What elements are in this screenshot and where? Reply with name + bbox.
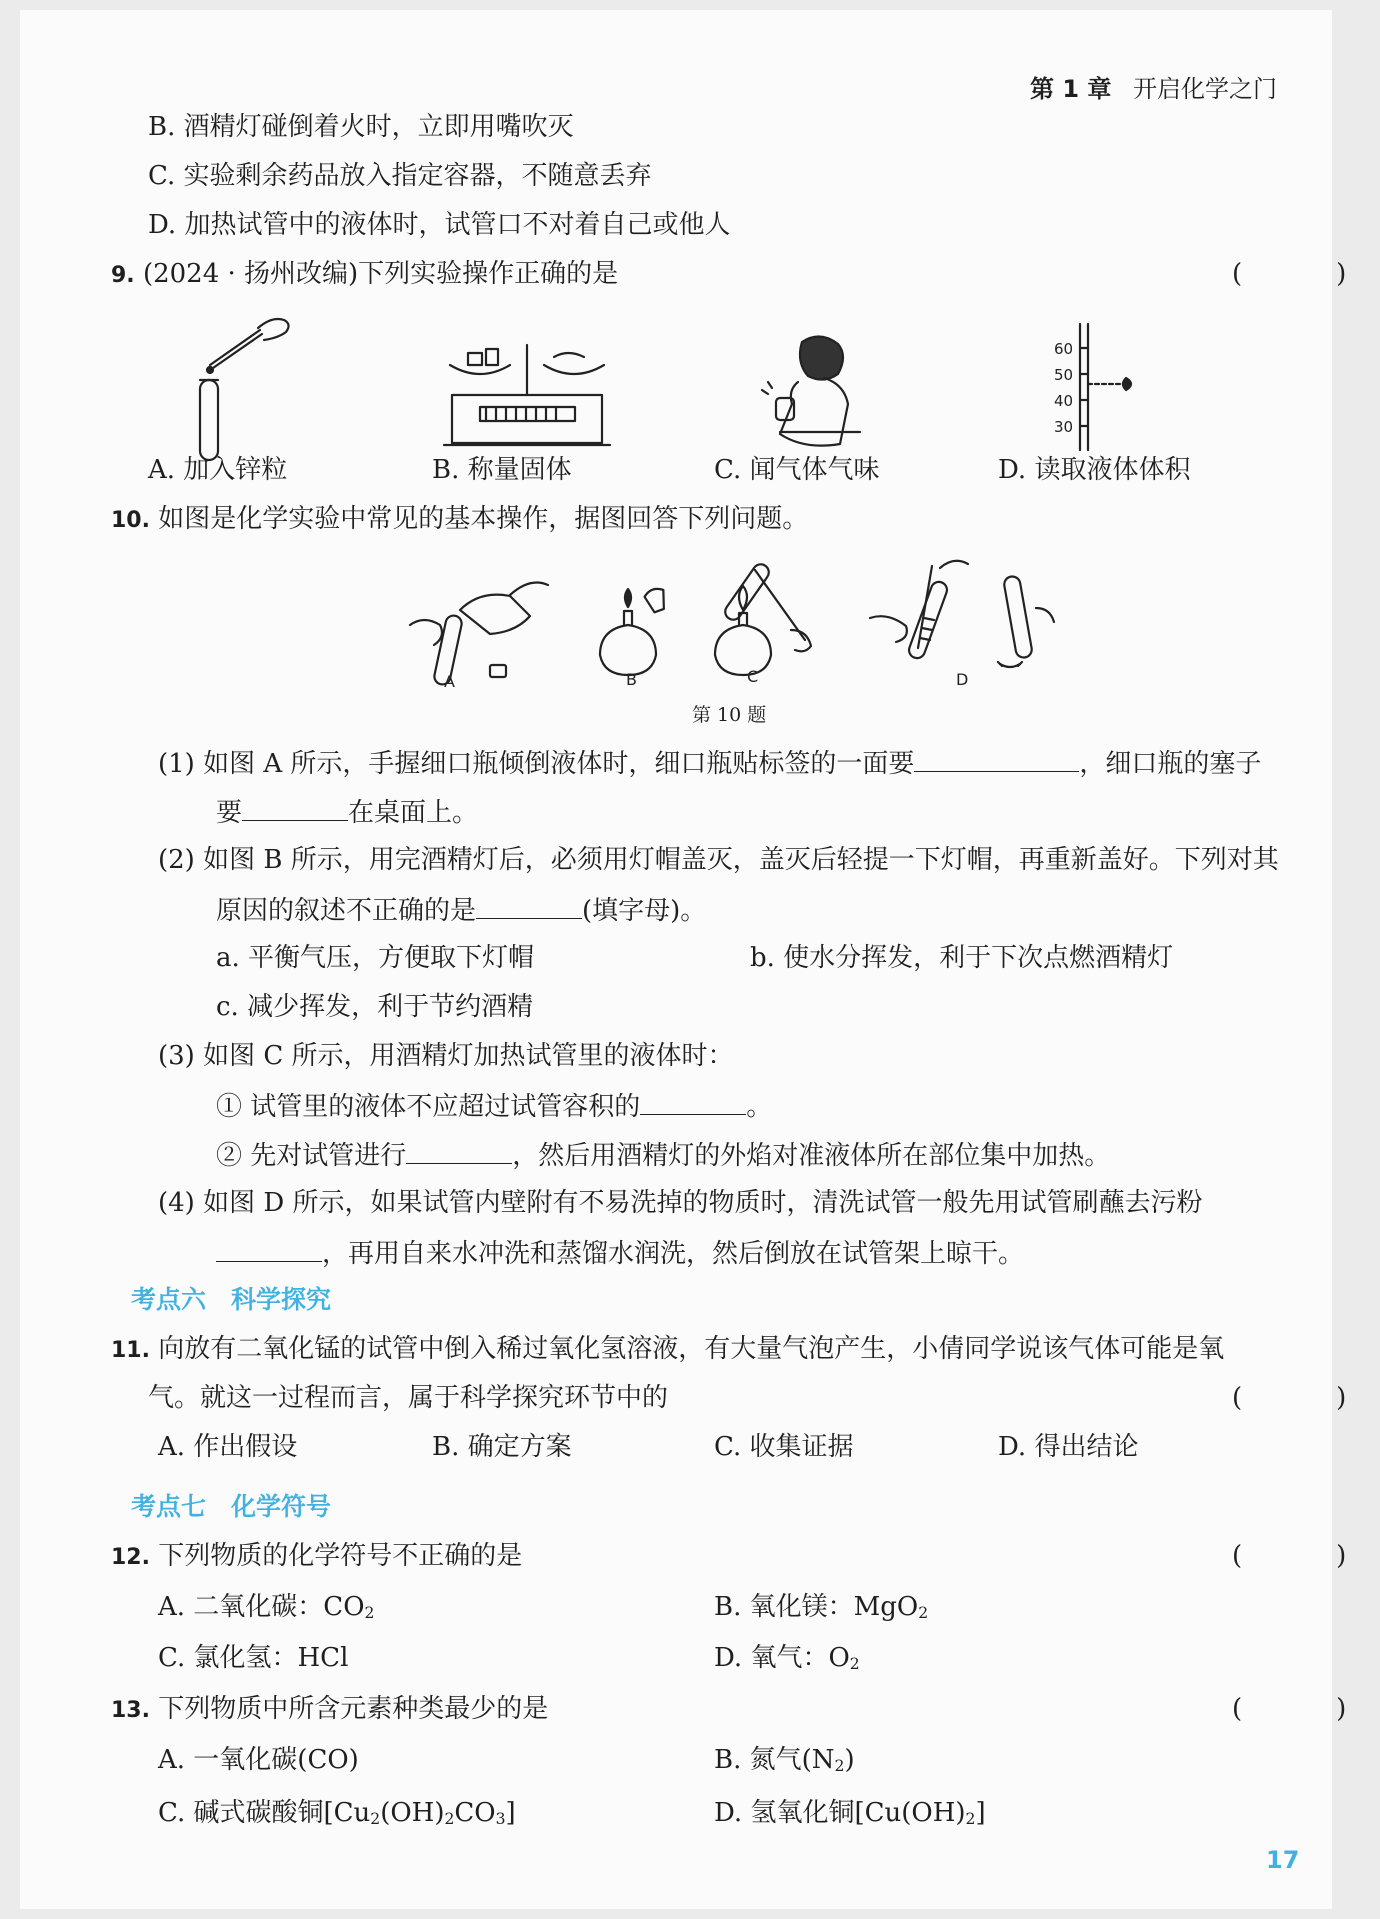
q12-option-a bbox=[158, 1590, 374, 1630]
q11-option-a: A. 作出假设 bbox=[158, 1432, 298, 1462]
figure-label-a: A bbox=[444, 672, 455, 691]
q12-option-b bbox=[714, 1590, 928, 1630]
q13-option-d-text: D. 氢氧化铜[Cu(OH) bbox=[714, 1798, 966, 1828]
q13-option-c-text: C. 碱式碳酸铜[Cu bbox=[158, 1798, 371, 1828]
q11-option-c: C. 收集证据 bbox=[714, 1432, 854, 1462]
subscript: 2 bbox=[849, 1655, 860, 1673]
q9-option-a: A. 加入锌粒 bbox=[148, 455, 288, 485]
figure-label-d: D bbox=[956, 670, 969, 689]
q11-line1 bbox=[111, 1332, 1224, 1368]
q10-stem: 如图是化学实验中常见的基本操作，据图回答下列问题。 bbox=[158, 504, 809, 534]
q9-stem: (2024 · 扬州改编)下列实验操作正确的是 bbox=[142, 259, 619, 289]
answer-blank[interactable] bbox=[914, 745, 1079, 772]
subscript: 2 bbox=[918, 1604, 929, 1622]
page-number: 17 bbox=[1266, 1846, 1300, 1874]
q11-text-line2: 气。就这一过程而言，属于科学探究环节中的 bbox=[148, 1383, 669, 1413]
q13-option-b bbox=[714, 1743, 855, 1783]
q10-part3-sub1-text: ① 试管里的液体不应超过试管容积的 bbox=[216, 1092, 641, 1122]
cylinder-tick-50: 50 bbox=[1054, 366, 1074, 384]
q9-answer-paren: ( ) bbox=[1232, 259, 1380, 289]
q12-answer-paren: ( ) bbox=[1232, 1541, 1380, 1571]
q10-part3-sub1-end: 。 bbox=[746, 1092, 773, 1122]
q10-part3-sub1 bbox=[216, 1088, 772, 1124]
alcohol-lamp-capping-figure-b bbox=[590, 585, 680, 689]
figure-label-b: B bbox=[626, 670, 637, 689]
q13-option-c-mid: (OH) bbox=[380, 1798, 445, 1828]
pouring-liquid-figure-a bbox=[400, 555, 560, 691]
answer-blank[interactable] bbox=[476, 892, 582, 919]
q10-part4-line1: (4) 如图 D 所示，如果试管内壁附有不易洗掉的物质时，清洗试管一般先用试管刷蘸去污粉 bbox=[158, 1188, 1203, 1218]
q10-part1-text-b: ，细口瓶的塞子 bbox=[1079, 749, 1262, 779]
q13-option-c-mid2: CO bbox=[454, 1798, 496, 1828]
heating-test-tube-figure-c bbox=[695, 550, 835, 685]
q12-option-d bbox=[714, 1641, 860, 1681]
chapter-label: 第 1 章 bbox=[1030, 75, 1112, 103]
q10-part1-line1 bbox=[158, 745, 1261, 781]
test-tube-brush-figure-d bbox=[860, 558, 1060, 689]
cylinder-tick-60: 60 bbox=[1054, 340, 1074, 358]
subscript: 2 bbox=[444, 1810, 455, 1828]
q10-part1-text-a: (1) 如图 A 所示，手握细口瓶倾倒液体时，细口瓶贴标签的一面要 bbox=[158, 749, 915, 779]
q9-option-b: B. 称量固体 bbox=[432, 455, 572, 485]
q11-option-d: D. 得出结论 bbox=[998, 1432, 1139, 1462]
cylinder-tick-40: 40 bbox=[1054, 392, 1074, 410]
q13-stem: 下列物质中所含元素种类最少的是 bbox=[158, 1694, 549, 1724]
figure-label-c: C bbox=[747, 667, 759, 686]
q10-number: 10. bbox=[111, 508, 150, 533]
q10-part2-line2 bbox=[216, 892, 706, 928]
q13-answer-paren: ( ) bbox=[1232, 1694, 1380, 1724]
q12-option-b-text: B. 氧化镁：MgO bbox=[714, 1592, 919, 1622]
q9-option-d: D. 读取液体体积 bbox=[998, 455, 1191, 485]
q12-option-d-text: D. 氧气：O bbox=[714, 1643, 850, 1673]
q10-part2-option-c: c. 减少挥发，利于节约酒精 bbox=[216, 992, 534, 1022]
q10-part1-text-c: 要 bbox=[216, 798, 243, 828]
q10-part4-text: ，再用自来水冲洗和蒸馏水润洗，然后倒放在试管架上晾干。 bbox=[322, 1239, 1025, 1269]
subscript: 2 bbox=[364, 1604, 375, 1622]
q9-stem-line bbox=[111, 257, 618, 293]
subscript: 2 bbox=[965, 1810, 976, 1828]
q13-number: 13. bbox=[111, 1698, 150, 1723]
subscript: 2 bbox=[834, 1757, 845, 1775]
smelling-gas-student-icon bbox=[760, 332, 870, 457]
q8-option-c: C. 实验剩余药品放入指定容器，不随意丢弃 bbox=[148, 161, 652, 191]
graduated-cylinder-reading-icon bbox=[1040, 318, 1150, 458]
answer-blank[interactable] bbox=[242, 794, 348, 821]
q8-option-d: D. 加热试管中的液体时，试管口不对着自己或他人 bbox=[148, 210, 731, 240]
q10-part4-line2 bbox=[216, 1235, 1024, 1271]
q8-option-b: B. 酒精灯碰倒着火时，立即用嘴吹灭 bbox=[148, 112, 574, 142]
q10-part3-sub2-text: ② 先对试管进行 bbox=[216, 1141, 407, 1171]
q11-answer-paren: ( ) bbox=[1232, 1383, 1380, 1413]
answer-blank[interactable] bbox=[406, 1137, 512, 1164]
figure-caption: 第 10 题 bbox=[692, 704, 767, 726]
test-tube-adding-zinc-icon bbox=[170, 310, 300, 460]
q13-option-d-end: ] bbox=[975, 1798, 986, 1828]
q10-part1-line2 bbox=[216, 794, 478, 830]
q10-part3-line: (3) 如图 C 所示，用酒精灯加热试管里的液体时： bbox=[158, 1041, 734, 1071]
textbook-page bbox=[20, 10, 1380, 1909]
q13-option-a: A. 一氧化碳(CO) bbox=[158, 1745, 359, 1775]
q10-part2-text-b: 原因的叙述不正确的是 bbox=[216, 896, 477, 926]
balance-weighing-icon bbox=[440, 335, 610, 455]
subscript: 3 bbox=[495, 1810, 506, 1828]
q13-stem-line bbox=[111, 1692, 548, 1728]
q13-option-c bbox=[158, 1796, 516, 1836]
q10-part3-sub2 bbox=[216, 1137, 1110, 1173]
q12-stem-line bbox=[111, 1539, 522, 1575]
answer-blank[interactable] bbox=[640, 1088, 746, 1115]
q12-stem: 下列物质的化学符号不正确的是 bbox=[158, 1541, 523, 1571]
q10-part2-option-b: b. 使水分挥发，利于下次点燃酒精灯 bbox=[750, 943, 1174, 973]
q10-part1-text-d: 在桌面上。 bbox=[348, 798, 479, 828]
chapter-title: 开启化学之门 bbox=[1133, 75, 1278, 103]
answer-blank[interactable] bbox=[216, 1235, 322, 1262]
q13-option-d bbox=[714, 1796, 986, 1836]
q11-option-b: B. 确定方案 bbox=[432, 1432, 572, 1462]
q10-part3-sub2-end: ，然后用酒精灯的外焰对准液体所在部位集中加热。 bbox=[512, 1141, 1111, 1171]
q12-option-c: C. 氯化氢：HCl bbox=[158, 1643, 349, 1673]
subscript: 2 bbox=[370, 1810, 381, 1828]
q13-option-c-end: ] bbox=[505, 1798, 516, 1828]
q13-option-b-end: ) bbox=[844, 1745, 855, 1775]
section-heading-7: 考点七 化学符号 bbox=[131, 1492, 332, 1521]
q10-part2-option-a: a. 平衡气压，方便取下灯帽 bbox=[216, 943, 535, 973]
section-heading-6: 考点六 科学探究 bbox=[131, 1285, 332, 1314]
q13-option-b-text: B. 氮气(N bbox=[714, 1745, 835, 1775]
cylinder-tick-30: 30 bbox=[1054, 418, 1074, 436]
q10-part2-text-c: (填字母)。 bbox=[582, 896, 707, 926]
q10-stem-line bbox=[111, 502, 808, 538]
q11-text-line1: 向放有二氧化锰的试管中倒入稀过氧化氢溶液，有大量气泡产生，小倩同学说该气体可能是氧 bbox=[158, 1334, 1225, 1364]
q9-option-c: C. 闻气体气味 bbox=[714, 455, 880, 485]
q9-number: 9. bbox=[111, 263, 135, 288]
q12-option-a-text: A. 二氧化碳：CO bbox=[158, 1592, 365, 1622]
running-header bbox=[1030, 69, 1277, 104]
q12-number: 12. bbox=[111, 1545, 150, 1570]
q10-part2-line1: (2) 如图 B 所示，用完酒精灯后，必须用灯帽盖灭，盖灭后轻提一下灯帽，再重新盖好。下列对其 bbox=[158, 845, 1279, 875]
q11-number: 11. bbox=[111, 1338, 150, 1363]
